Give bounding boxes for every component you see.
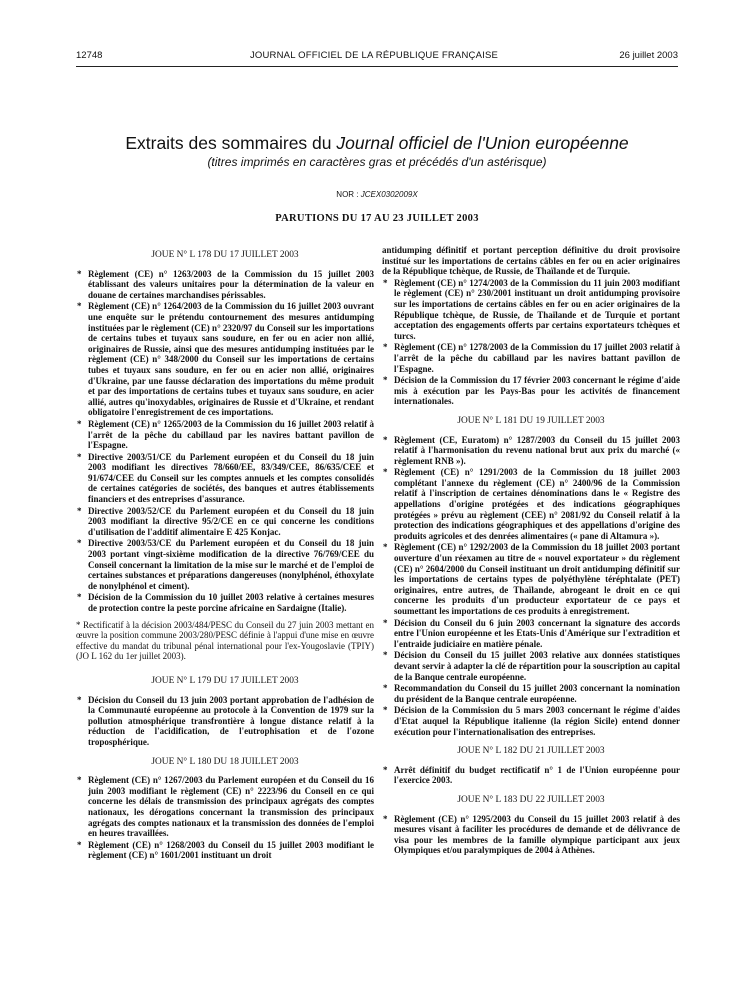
entry-text: Décision du Conseil du 6 juin 2003 concernant la signature des accords entre l'Union européenne et les Etats-Unis d'Amérique sur l'extradition et l'entraide judiciaire en matière pénale. [394, 617, 680, 649]
summary-entry [382, 618, 680, 650]
entry-text: Directive 2003/51/CE du Parlement européen et du Conseil du 18 juin 2003 modifiant les directives 78/660/EE, 83/349/CEE, 86/635/CEE et 91/674/CEE du Conseil sur les comptes annuels et les comptes consolidés de certaines catégories de sociétés, des banques et autres établissements financiers et des entreprises d'assurance. [88, 451, 374, 505]
journal-issue-heading: JOUE N° L 180 DU 18 JUILLET 2003 [151, 756, 299, 767]
summary-entry [382, 814, 680, 856]
nor-reference [76, 190, 678, 199]
summary-entry [76, 506, 374, 538]
asterisk-icon: * [77, 505, 82, 516]
entry-text: Décision du Conseil du 15 juillet 2003 relative aux données statistiques devant servir à adapter la clé de répartition pour la souscription au capital de la Banque centrale européenne. [394, 650, 680, 682]
summary-entry [382, 542, 680, 616]
entry-text: Décision de la Commission du 17 février 2003 concernant le régime d'aide mis à exécution par les Pays-Bas pour les activités de financement internationales. [394, 375, 680, 407]
entry-text: Règlement (CE) n° 1267/2003 du Parlement européen et du Conseil du 16 juin 2003 modifiant le règlement (CE) n° 2223/96 du Conseil en ce qui concerne les délais de transmission des principaux agrégats des comptes nationaux, les dérogations concernant la transmission des principaux agrégats des comptes nationaux et la transmission des données de l'emploi en heures travaillées. [88, 775, 374, 839]
entry-text: Règlement (CE) n° 1291/2003 de la Commission du 18 juillet 2003 complétant l'annexe du règlement (CE) n° 2400/96 de la Commission relatif à l'inscription de certaines dénominations dans le « Registre des appellations d'origine protégées et des indications géographiques protégées » prévu au règlement (CEE) n° 2081/92 du Conseil relatif à la protection des indications géographiques et des appellations d'origine des produits agricoles et des denrées alimentaires (« pane di Altamura »). [394, 467, 680, 541]
summary-entry [382, 683, 680, 704]
journal-name: JOURNAL OFFICIEL DE LA RÉPUBLIQUE FRANÇAISE [249, 50, 499, 61]
summary-entry [382, 650, 680, 682]
summary-entry [382, 435, 680, 467]
summary-entry [76, 452, 374, 505]
asterisk-icon: * [383, 375, 388, 386]
summary-entry [76, 301, 374, 418]
asterisk-icon: * [383, 813, 388, 824]
entry-text: Règlement (CE, Euratom) n° 1287/2003 du Conseil du 15 juillet 2003 relatif à l'harmonisation du revenu national brut aux prix du marché (« règlement RNB »). [394, 434, 680, 466]
asterisk-icon: * [383, 342, 388, 353]
summary-entry [382, 467, 680, 541]
summary-entry [382, 705, 680, 737]
asterisk-icon: * [383, 650, 388, 661]
journal-issue-heading: JOUE N° L 182 DU 21 JUILLET 2003 [457, 746, 605, 757]
asterisk-icon: * [383, 617, 388, 628]
asterisk-icon: * [77, 592, 82, 603]
entries-l180 [76, 775, 374, 861]
entry-text: Recommandation du Conseil du 15 juillet 2003 concernant la nomination du président de la Banque centrale européenne. [394, 683, 680, 704]
asterisk-icon: * [383, 764, 388, 775]
journal-issue-heading: JOUE N° L 178 DU 17 JUILLET 2003 [151, 250, 299, 260]
summary-entry [76, 775, 374, 839]
entry-text: Directive 2003/52/CE du Parlement européen et du Conseil du 18 juin 2003 modifiant la directive 95/2/CE en ce qui concerne les conditions d'utilisation de l'additif alimentaire E 425 Konjac. [88, 505, 374, 537]
summary-entry [382, 278, 680, 342]
nor-value: JCEX0302009X [360, 190, 418, 199]
entries-l179 [76, 695, 374, 748]
running-header [0, 50, 748, 66]
summary-entry [76, 840, 374, 861]
entry-text: Décision de la Commission du 10 juillet 2003 relative à certaines mesures de protection contre la peste porcine africaine en Sardaigne (Italie). [88, 592, 374, 613]
page-subtitle: (titres imprimés en caractères gras et précédés d'un astérisque) [207, 155, 547, 169]
asterisk-icon: * [77, 451, 82, 462]
asterisk-icon: * [77, 775, 82, 786]
asterisk-icon: * [383, 705, 388, 716]
title-part2: Journal officiel de l'Union européenne [336, 133, 629, 153]
entries-l181 [382, 435, 680, 738]
asterisk-icon: * [77, 301, 82, 312]
summary-entry [382, 342, 680, 374]
entry-text: Décision de la Commission du 5 mars 2003 concernant le régime d'aides d'Etat auquel la République italienne (la région Sicile) entend donner exécution pour l'internationalisation des entreprises. [394, 705, 680, 737]
asterisk-icon: * [383, 434, 388, 445]
asterisk-icon: * [77, 418, 82, 429]
issue-date: 26 juillet 2003 [619, 50, 678, 61]
summary-entry [382, 765, 680, 786]
right-column [382, 245, 680, 857]
asterisk-icon: * [77, 839, 82, 850]
title-part1: Extraits des sommaires du [125, 133, 337, 153]
continued-entry: antidumping définitif et portant perception définitive du droit provisoire institué sur les importations de certains câbles en fer ou en acier originaires de la République tchèque, de Russie, de Thaïlande et de Turquie. [382, 245, 680, 277]
entries-l180b [382, 278, 680, 407]
entry-text: Règlement (CE) n° 1278/2003 de la Commission du 17 juillet 2003 relatif à l'arrêt de la pêche du cabillaud par les navires battant pavillon de l'Espagne. [394, 342, 680, 374]
entries-l182 [382, 765, 680, 786]
entries-l183 [382, 814, 680, 856]
summary-entry [76, 695, 374, 748]
left-column [76, 250, 374, 862]
parutions-heading: PARUTIONS DU 17 AU 23 JUILLET 2003 [275, 213, 479, 224]
page-number: 12748 [76, 50, 103, 61]
asterisk-icon: * [383, 277, 388, 288]
summary-entry [76, 419, 374, 451]
asterisk-icon: * [383, 467, 388, 478]
entry-text: Règlement (CE) n° 1295/2003 du Conseil du 15 juillet 2003 relatif à des mesures visant à faciliter les procédures de demande et de délivrance de visa pour les membres de la famille olympique participant aux jeux Olympiques et/ou paralympiques de 2004 à Athènes. [394, 813, 680, 856]
asterisk-icon: * [383, 683, 388, 694]
entry-text: Règlement (CE) n° 1292/2003 de la Commission du 18 juillet 2003 portant ouverture d'un réexamen au titre de « nouvel exportateur » du règlement (CE) n° 2604/2000 du Conseil instituant un droit antidumping définitif sur les importations de certains types de polyéthylène téréphtalate (PET) originaires, entre autres, de Thaïlande, abrogeant le droit en ce qui concerne les produits d'un producteur exportateur de ce pays et soumettant les importations de ces produits à enregistrement. [394, 542, 680, 616]
entry-text: Règlement (CE) n° 1263/2003 de la Commission du 15 juillet 2003 établissant des valeurs unitaires pour la détermination de la valeur en douane de certaines marchandises périssables. [88, 268, 374, 300]
entry-text: Directive 2003/53/CE du Parlement européen et du Conseil du 18 juin 2003 portant vingt-sixième modification de la directive 76/769/CEE du Conseil concernant la limitation de la mise sur le marché et de l'emploi de certaines substances et préparations dangereuses (nonylphénol, éthoxylate de nonylphénol et ciment). [88, 538, 374, 591]
entry-text: Règlement (CE) n° 1268/2003 du Conseil du 15 juillet 2003 modifiant le règlement (CE) n° 1601/2001 instituant un droit [88, 839, 374, 861]
entry-text: Règlement (CE) n° 1265/2003 de la Commission du 16 juillet 2003 relatif à l'arrêt de la pêche du cabillaud par les navires battant pavillon de l'Espagne. [88, 418, 374, 451]
journal-issue-heading: JOUE N° L 179 DU 17 JUILLET 2003 [151, 675, 299, 686]
summary-entry [76, 538, 374, 591]
asterisk-icon: * [77, 268, 82, 279]
entry-text: Arrêt définitif du budget rectificatif n° 1 de l'Union européenne pour l'exercice 2003. [394, 764, 680, 786]
summary-entry [76, 592, 374, 613]
rectificatif: * Rectificatif à la décision 2003/484/PESC du Conseil du 27 juin 2003 mettant en œuvre la position commune 2003/280/PESC définie à l'appui d'une mise en œuvre effective du mandat du tribunal pénal international pour l'ex-Yougoslavie (TPIY) (JO L 162 du 1er juillet 2003). [76, 619, 374, 662]
entry-text: Règlement (CE) n° 1274/2003 de la Commission du 11 juin 2003 modifiant le règlement (CE) n° 230/2001 instituant un droit antidumping provisoire sur les importations de certains câbles en fer ou en acier originaires de la République tchèque, de Russie, de Thaïlande et de Turquie et portant acceptation des engagements offerts par certains exportateurs tchèques et turcs. [394, 277, 680, 341]
journal-issue-heading: JOUE N° L 181 DU 19 JUILLET 2003 [457, 415, 605, 426]
summary-entry [382, 375, 680, 407]
asterisk-icon: * [383, 542, 388, 553]
journal-issue-heading: JOUE N° L 183 DU 22 JUILLET 2003 [457, 794, 605, 805]
asterisk-icon: * [77, 694, 82, 705]
entries-l178 [76, 269, 374, 614]
entry-text: Règlement (CE) n° 1264/2003 de la Commission du 16 juillet 2003 ouvrant une enquête sur le prétendu contournement des mesures antidumping instituées par le règlement (CE) n° 2320/97 du Conseil sur les importations de certains tubes et tuyaux sans soudure, en fer ou en acier non allié, originaires de Russie, ainsi que des mesures antidumping instituées par le règlement (CE) n° 348/2000 du Conseil sur les importations de certains tubes et tuyaux sans soudure, en fer ou en acier non allié, originaires d'Ukraine, par une fausse déclaration des importations du même produit et par des importations de certains tubes et tuyaux sans soudure, en acier allié, autres qu'inoxydables, originaires de Russie et d'Ukraine, et rendant obligatoire l'enregistrement de ces importations. [88, 301, 375, 418]
asterisk-icon: * [77, 538, 82, 549]
page-title [76, 133, 678, 154]
header-rule [76, 66, 678, 67]
entry-text: Décision du Conseil du 13 juin 2003 portant approbation de l'adhésion de la Communauté européenne au protocole à la Convention de 1979 sur la pollution atmosphérique transfrontière à longue distance relatif à la réduction de l'acidification, de l'eutrophisation et de l'ozone troposphérique. [88, 694, 374, 747]
summary-entry [76, 269, 374, 301]
nor-label: NOR : [336, 190, 361, 199]
